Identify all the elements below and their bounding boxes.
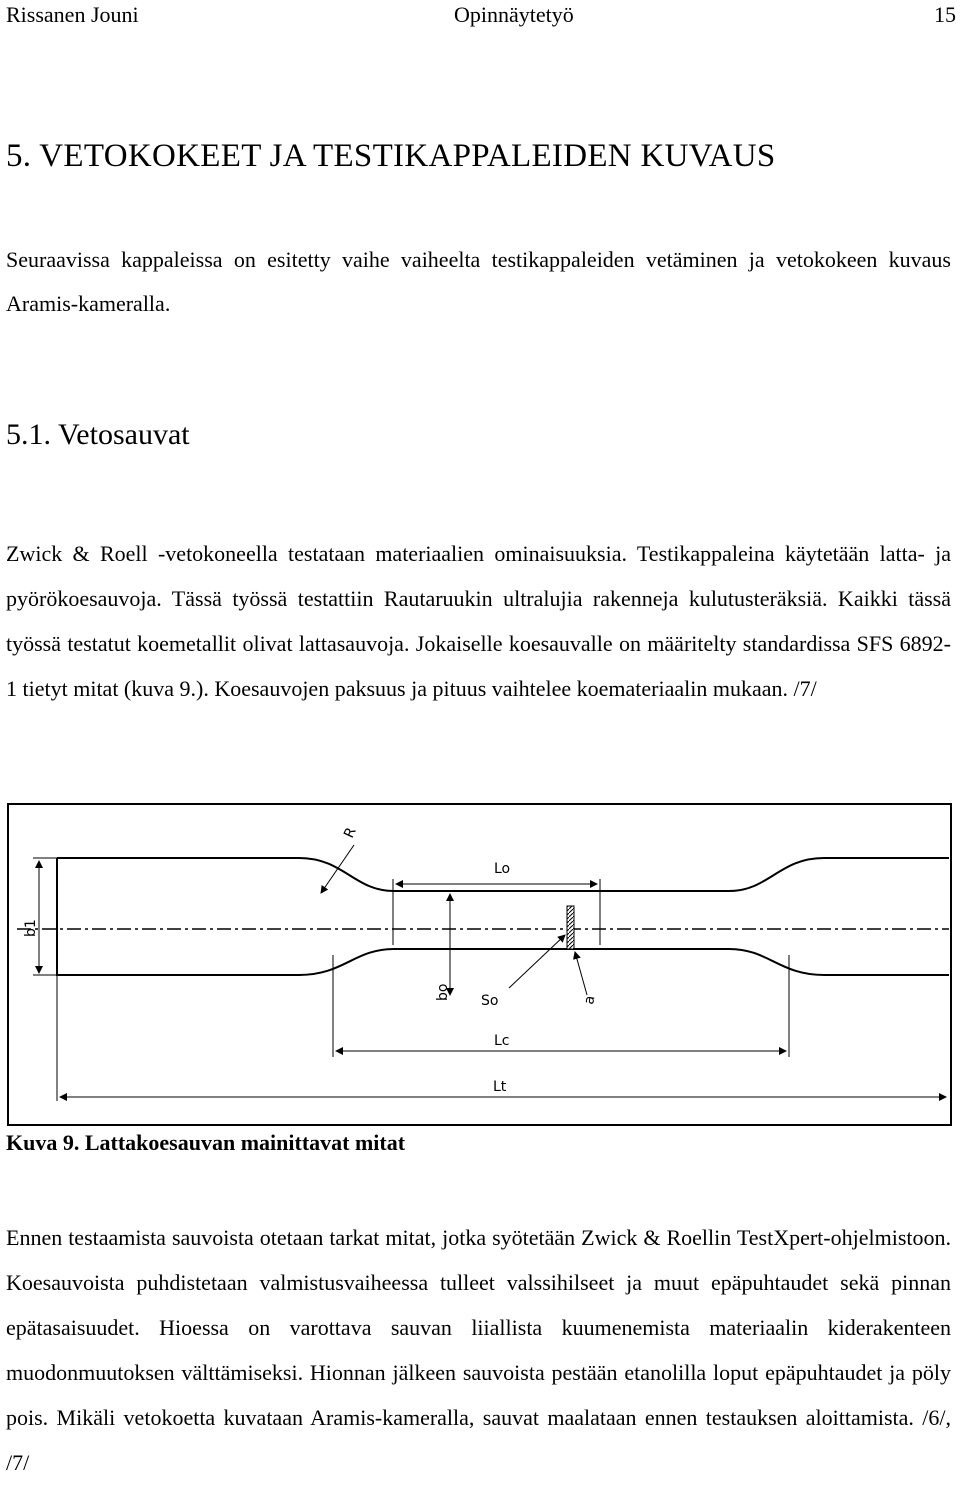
header-doc-type: Opinnäytetyö — [454, 2, 574, 27]
closing-paragraph: Ennen testaamista sauvoista otetaan tarkat mitat, jotka syötetään Zwick & Roellin TestXpert-ohjelmistoon. Koesauvoista puhdistetaan valmistusvaiheessa tulleet valssihilseet ja muut epäpuhtaudet sekä pinnan epätasaisuudet. Hioessa on varottava sauvan liiallista kuumenemista materiaalin kiderakenteen muodonmuutoksen välttämiseksi. Hionnan jälkeen sauvoista pestään etanolilla loput epäpuhtaudet ja pöly pois. Mikäli vetokoetta kuvataan Aramis-kameralla, sauvat maalataan ennen testauksen aloittamista. /6/, /7/ — [6, 1225, 951, 1475]
figure-caption: Kuva 9. Lattakoesauvan mainittavat mitat — [6, 1130, 406, 1155]
label-b1: b1 — [23, 919, 39, 937]
section-intro: Seuraavissa kappaleissa on esitetty vaihe vaiheelta testikappaleiden vetäminen ja vetokokeen kuvaus Aramis-kameralla. — [6, 247, 951, 316]
label-a: a — [581, 994, 599, 1006]
label-so: So — [481, 993, 499, 1009]
label-lo: Lo — [494, 861, 511, 877]
subsection-title: 5.1. Vetosauvat — [6, 418, 190, 451]
header-page-number: 15 — [934, 2, 956, 27]
label-lt: Lt — [493, 1079, 507, 1095]
cross-section-so — [567, 906, 574, 949]
page-header — [6, 0, 956, 30]
subsection-paragraph: Zwick & Roell -vetokoneella testataan materiaalien ominaisuuksia. Testikappaleina käytetään latta- ja pyörökoesauvoja. Tässä työssä testattiin Rautaruukin ultralujia rakenneja kulutusteräksiä. Kaikki tässä työssä testatut koemetallit olivat lattasauvoja. Jokaiselle koesauvalle on määritelty standardissa SFS 6892-1 tietyt mitat (kuva 9.). Koesauvojen paksuus ja pituus vaihtelee koemateriaalin mukaan. /7/ — [6, 541, 951, 701]
specimen-figure — [7, 803, 952, 1126]
label-lc: Lc — [494, 1033, 510, 1049]
section-title: 5. VETOKOKEET JA TESTIKAPPALEIDEN KUVAUS — [6, 138, 776, 174]
label-bo: bo — [435, 983, 451, 1001]
header-author: Rissanen Jouni — [6, 2, 139, 27]
flat-specimen-drawing — [9, 805, 954, 1128]
label-r: R — [341, 825, 360, 841]
